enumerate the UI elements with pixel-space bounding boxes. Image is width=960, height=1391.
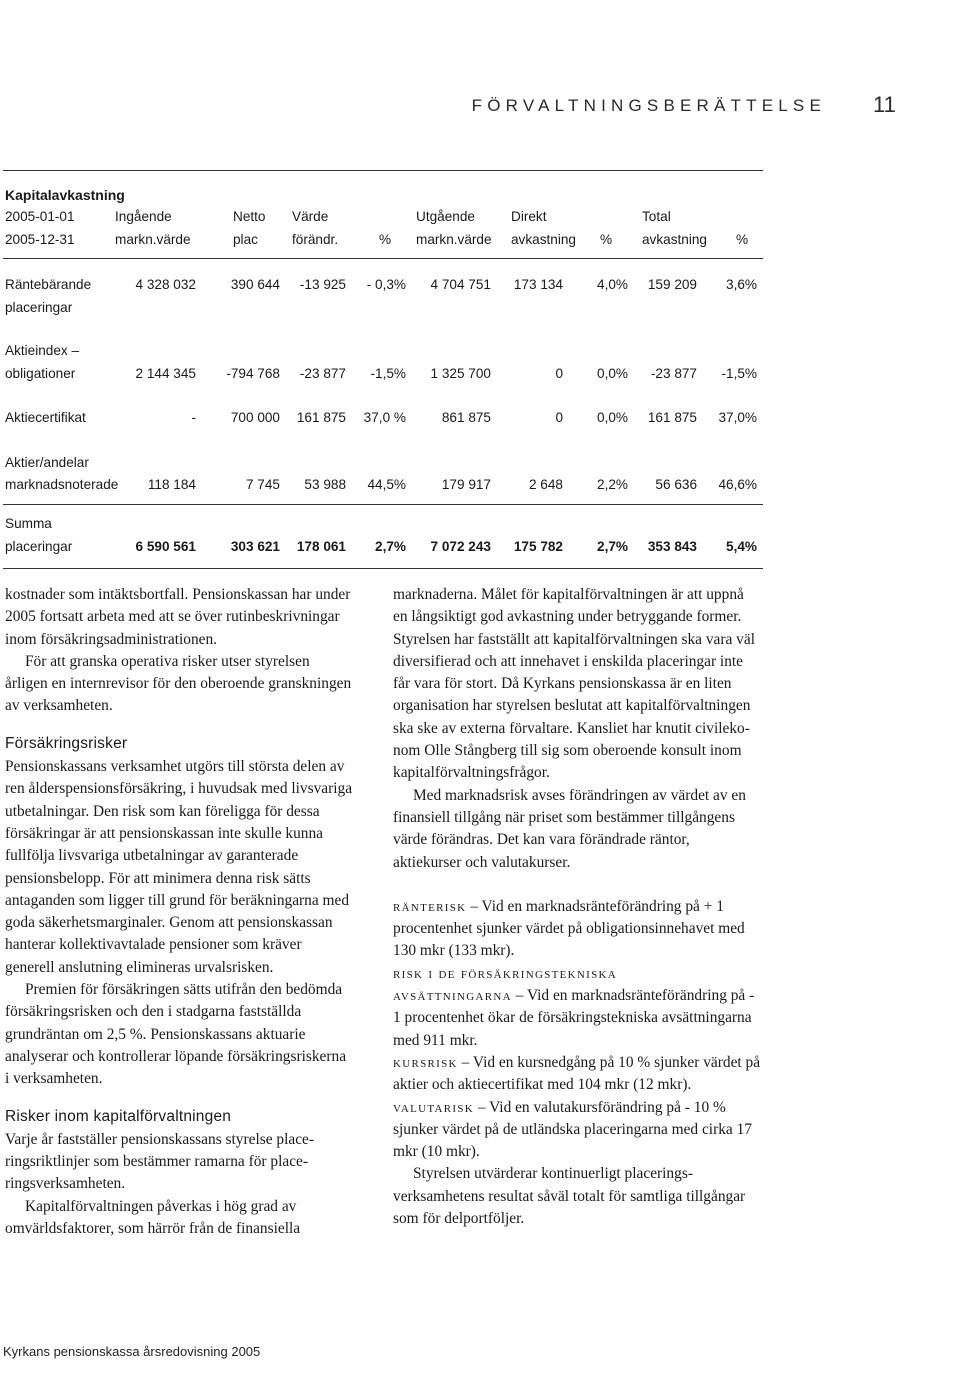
page-number: 11: [873, 92, 896, 117]
header-cell: %: [600, 232, 613, 247]
table-cell: 118 184: [147, 477, 196, 492]
table-cell: - 0,3%: [366, 277, 406, 292]
table-cell: 4 328 032: [135, 277, 196, 292]
body-paragraph: Premien för försäkringen sätts utifrån den bedömda försäkringsrisken och den i stadgarna fastställda grundräntan om 2,5 %. Pensionskassans aktuarie analyserar och kontrollerar löpande försäkringsriskerna i verksamheten.: [5, 981, 347, 1088]
table-cell: -1,5%: [721, 366, 757, 381]
right-text-column: [393, 584, 761, 1230]
total-cell: 7 072 243: [430, 539, 491, 554]
body-paragraph: Kapitalförvaltningen påverkas i hög grad av omvärldsfaktorer, som härrör från de finansiella: [5, 1197, 301, 1238]
header-cell: Direkt: [511, 209, 547, 224]
total-label: placeringar: [5, 539, 73, 554]
section-heading-insurance-risks: Försäkringsrisker: [5, 734, 128, 752]
table-cell: 2 144 345: [135, 366, 196, 381]
risk-item-technical-provisions: [393, 963, 761, 1052]
table-cell: 56 636: [655, 477, 697, 492]
total-cell: 6 590 561: [135, 539, 196, 554]
table-cell: 0: [555, 366, 563, 381]
risk-text: – Vid en marknadsränteförändring på + 1 procentenhet sjunker värdet på obligationsinnehavet med 130 mkr (133 mkr).: [393, 897, 745, 960]
header-cell: %: [379, 232, 392, 247]
risk-text: – Vid en kursnedgång på 10 % sjunker värdet på aktier och aktiecertifikat med 104 mkr (12 mkr).: [393, 1053, 761, 1094]
table-cell: 159 209: [647, 277, 697, 292]
body-paragraph: För att granska operativa risker utser styrelsen årligen en internrevisor för den oberoende granskningen av verksamheten.: [5, 652, 352, 715]
total-cell: 2,7%: [375, 539, 406, 554]
total-cell: 175 782: [513, 539, 563, 554]
body-paragraph: Styrelsen utvärderar kontinuerligt placeringsverksamhetens resultat såväl totalt för samtliga tillgångar som för delportföljer.: [393, 1165, 746, 1228]
header-cell: avkastning: [511, 232, 576, 247]
body-paragraph: kostnader som intäktsbortfall. Pensionskassan har under 2005 fortsatt arbeta med att se över rutinbeskrivningar inom försäkringsadministrationen.: [5, 586, 351, 648]
body-paragraph: Varje år fastställer pensionskassans styrelse placeringsriktlinjer som bestämmer ramarna för placeringsverksamheten.: [5, 1130, 314, 1193]
footer-text: Kyrkans pensionskassa årsredovisning 2005: [3, 1344, 261, 1359]
table-cell: 0,0%: [597, 410, 628, 425]
risk-label: avsättningarna: [393, 987, 512, 1005]
table-cell: -23 877: [299, 366, 346, 381]
table-cell: 37,0%: [718, 410, 757, 425]
header-cell: Netto: [233, 209, 266, 224]
risk-text: – Vid en marknadsränteförändring på - 1 procentenhet ökar de försäkringstekniska avsättningarna med 911 mkr.: [393, 987, 755, 1049]
risk-label: kursrisk: [393, 1053, 458, 1071]
table-cell: 390 644: [230, 277, 280, 292]
body-paragraph: Med marknadsrisk avses förändringen av värdet av en finansiell tillgång när priset som bestämmer tillgångens värde förändras. Det kan vara förändrade räntor, aktiekurser och valutakurser.: [393, 786, 746, 871]
table-cell: 53 988: [304, 477, 346, 492]
total-cell: 303 621: [230, 539, 280, 554]
header-cell: %: [736, 232, 749, 247]
table-total-rule: [3, 504, 763, 505]
total-cell: 178 061: [296, 539, 346, 554]
body-paragraph: Pensionskassans verksamhet utgörs till största delen av ren ålderspensionsförsäkring, i huvudsak med livsvariga utbetalningar. Den risk som kan föreligga för dessa försäkringar är att pensionskassan inte skulle kunna fullfölja livsvariga utbetalningar av garanterade pensionsbelopp. För att minimera denna risk sätts antaganden som ligger till grund för beräkningarna med goda säkerhetsmarginaler. Genom att pensionskassan hanterar kollektivavtalade pensioner som kräver generell anslutning elimineras urvalsrisken.: [5, 758, 353, 976]
table-top-rule: [3, 170, 763, 171]
row-label: marknadsnoterade: [5, 477, 119, 492]
table-cell: -: [191, 410, 196, 425]
table-cell: 4 704 751: [430, 277, 491, 292]
risk-item-currency: [393, 1097, 761, 1164]
table-cell: 179 917: [441, 477, 491, 492]
table-cell: 861 875: [441, 410, 491, 425]
table-cell: 7 745: [245, 477, 280, 492]
header-cell: markn.värde: [115, 232, 191, 247]
risk-text: – Vid en valutakursförändring på - 10 % sjunker värdet på de utländska placeringarna med cirka 17 mkr (10 mkr).: [393, 1098, 752, 1161]
table-cell: 3,6%: [726, 277, 757, 292]
total-cell: 5,4%: [726, 539, 757, 554]
header-cell: förändr.: [292, 232, 339, 247]
total-cell: 2,7%: [597, 539, 628, 554]
table-cell: 2 648: [528, 477, 563, 492]
row-label: Räntebärande: [5, 277, 92, 292]
table-bottom-rule: [3, 568, 763, 569]
table-cell: 44,5%: [367, 477, 406, 492]
header-cell: Utgående: [416, 209, 475, 224]
table-cell: 0: [555, 410, 563, 425]
section-heading-capital-risks: Risker inom kapitalförvaltningen: [5, 1107, 232, 1125]
header-cell: Värde: [292, 209, 329, 224]
risk-label: valutarisk: [393, 1098, 474, 1116]
table-cell: -794 768: [226, 366, 280, 381]
total-label: Summa: [5, 516, 52, 531]
header-cell: Ingående: [115, 209, 172, 224]
header-cell: 2005-01-01: [5, 209, 75, 224]
section-title: FÖRVALTNINGSBERÄTTELSE: [471, 96, 826, 115]
risk-label: risk i de försäkringstekniska: [393, 964, 618, 982]
row-label: Aktiecertifikat: [5, 410, 86, 425]
header-cell: Total: [642, 209, 671, 224]
table-cell: 700 000: [230, 410, 280, 425]
table-cell: 0,0%: [597, 366, 628, 381]
row-label: obligationer: [5, 366, 76, 381]
risk-item-interest: [393, 896, 761, 963]
table-header-rule: [3, 258, 763, 259]
header-cell: avkastning: [642, 232, 707, 247]
table-cell: 1 325 700: [430, 366, 491, 381]
table-cell: -13 925: [299, 277, 346, 292]
table-cell: 4,0%: [597, 277, 628, 292]
risk-label: ränterisk: [393, 897, 467, 915]
table-cell: 161 875: [296, 410, 346, 425]
row-label: placeringar: [5, 300, 73, 315]
table-cell: -23 877: [650, 366, 697, 381]
table-cell: 161 875: [647, 410, 697, 425]
body-paragraph: marknaderna. Målet för kapitalförvaltningen är att uppnå en långsiktigt god avkastning under betryggande former. Styrelsen har fastställt att kapitalförvaltningen ska vara väl diversifierad och att innehavet i enskilda placeringar inte får vara för stort. Då Kyrkans pensionskassa är en liten organisation har styrelsen beslutat att kapitalförvaltningen ska ske av externa förvaltare. Kansliet har knutit civilekonom Olle Stångberg till sig som oberoende konsult inom kapitalförvaltningsfrågor.: [393, 586, 755, 782]
header-cell: 2005-12-31: [5, 232, 75, 247]
risk-item-price: [393, 1052, 761, 1097]
row-label: Aktier/andelar: [5, 455, 89, 470]
total-cell: 353 843: [647, 539, 697, 554]
left-text-column: [5, 584, 353, 1240]
table-cell: 37,0 %: [363, 410, 406, 425]
table-title: Kapitalavkastning: [5, 187, 125, 203]
table-cell: -1,5%: [370, 366, 406, 381]
table-cell: 2,2%: [597, 477, 628, 492]
page-header: [0, 92, 960, 122]
header-cell: plac: [233, 232, 258, 247]
header-cell: markn.värde: [416, 232, 492, 247]
row-label: Aktieindex –: [5, 343, 80, 358]
table-cell: 46,6%: [718, 477, 757, 492]
table-cell: 173 134: [513, 277, 563, 292]
